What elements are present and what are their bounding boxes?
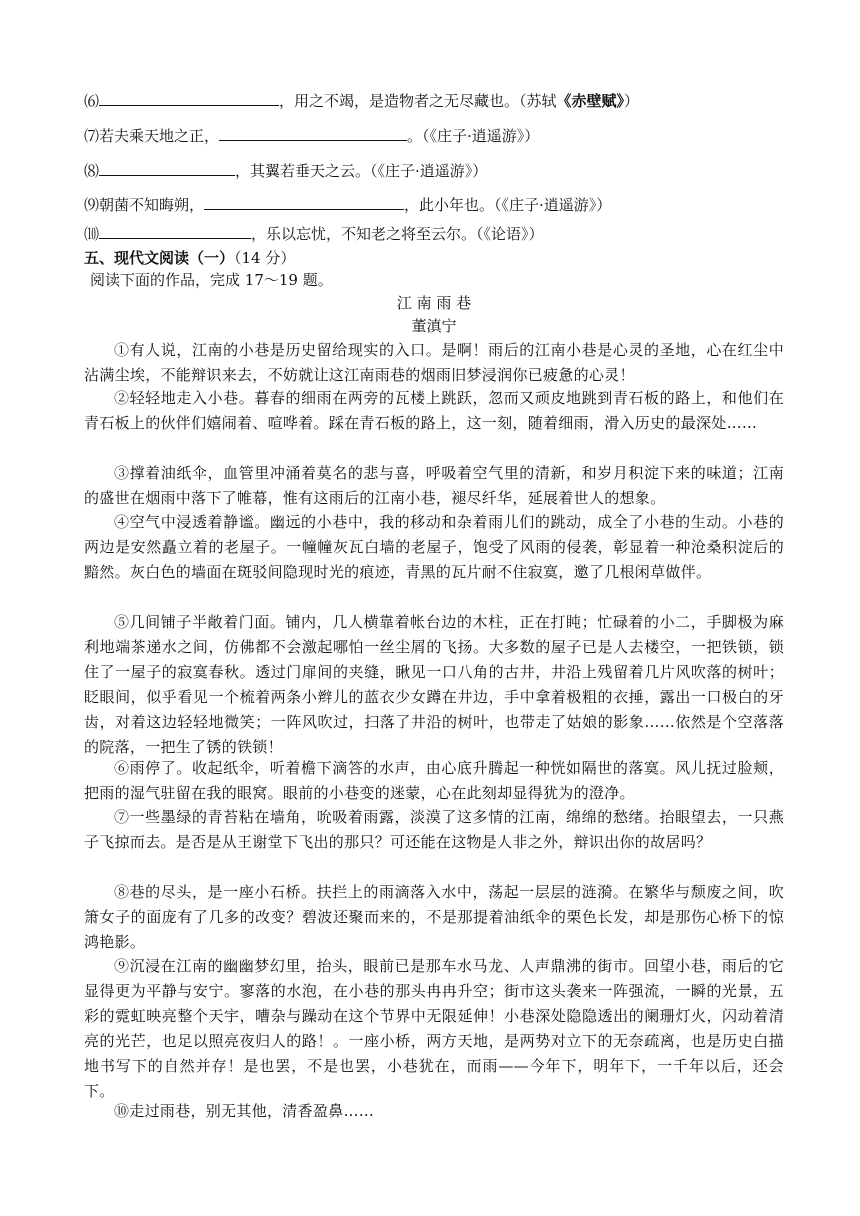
item-number: ⑽ — [84, 225, 100, 243]
fill-blank-10 — [84, 222, 544, 246]
fill-blank-8 — [84, 159, 487, 183]
article-paragraph-8: ⑧巷的尽头，是一座小石桥。扶拦上的雨滴落入水中，荡起一层层的涟漪。在繁华与颓废之间，吹箫女子的面庞有了几多的改变？碧波还聚而来的，不是那提着油纸伞的栗色长发，却是那伤心桥下的惊鸿艳影。 — [84, 883, 784, 951]
item-text: ，此小年也。（《庄子·逍遥游》） — [404, 196, 612, 214]
article-paragraph-1: ①有人说，江南的小巷是历史留给现实的入口。是啊！雨后的江南小巷是心灵的圣地，心在红尘中沾满尘埃，不能辩识来去，不妨就让这江南雨巷的烟雨旧梦浸润你已疲惫的心灵！ — [84, 341, 784, 384]
article-paragraph-5: ⑤几间铺子半敞着门面。铺内，几人横靠着帐台边的木柱，正在打盹；忙碌着的小二，手脚极为麻利地端茶递水之间，仿佛都不会激起哪怕一丝尘屑的飞扬。大多数的屋子已是人去楼空，一把铁锁，锁住了一屋子的寂寞春秋。透过门扉间的夹缝，瞅见一口八角的古井，井沿上残留着几片风吹落的树叶；眨眼间，似乎看见一个梳着两条小辫儿的蓝衣少女蹲在井边，手中拿着极粗的衣捶，露出一口极白的牙齿，对着这边轻轻地微笑；一阵风吹过，扫落了井沿的树叶，也带走了姑娘的影象……依然是个空落落的院落，一把生了锈的铁锁！ — [84, 613, 784, 756]
item-text: ，用之不竭，是造物者之无尽藏也。（苏轼 — [279, 92, 557, 110]
item-number: ⑹ — [84, 92, 100, 110]
item-number: ⑼ — [84, 196, 100, 214]
item-number: ⑻ — [84, 162, 100, 180]
item-text: ，乐以忘忧，不知老之将至云尔。（《论语》） — [251, 225, 544, 243]
article-paragraph-7: ⑦一些墨绿的青苔粘在墙角，吮吸着雨露，淡漠了这多情的江南，绵绵的愁绪。抬眼望去，一只燕子飞掠而去。是否是从王谢堂下飞出的那只？可还能在这物是人非之外，辩识出你的故居吗？ — [84, 808, 784, 851]
item-text-end: ） — [624, 92, 640, 110]
article-author: 董滇宁 — [411, 317, 457, 335]
answer-blank[interactable] — [219, 125, 407, 141]
article-paragraph-9: ⑨沉浸在江南的幽幽梦幻里，抬头，眼前已是那车水马龙、人声鼎沸的街市。回望小巷，雨后的它显得更为平静与安宁。寥落的水泡，在小巷的那头冉冉升空；街市这头袭来一阵强流，一瞬的光景，五彩的霓虹映亮整个天宇，嘈杂与躁动在这个节界中无限延伸！小巷深处隐隐透出的阑珊灯火，闪动着清亮的光芒，也足以照亮夜归人的路！。一座小桥，两方天地，是两势对立下的无奈疏离，也是历史白描地书写下的自然并存！是也罢，不是也罢，小巷犹在，而雨——今年下，明年下，一千年以后，还会下。 — [84, 957, 784, 1100]
section-instruction: 阅读下面的作品，完成 17～19 题。 — [90, 271, 333, 289]
item-text: 若夫乘天地之正， — [99, 127, 220, 145]
section-title: 五、现代文阅读（一） — [84, 249, 235, 267]
item-text: 。（《庄子·逍遥游》） — [407, 127, 540, 145]
article-paragraph-10: ⑩走过雨巷，别无其他，清香盈鼻…… — [114, 1102, 375, 1120]
answer-blank[interactable] — [99, 90, 279, 106]
fill-blank-9 — [84, 193, 611, 217]
item-text: 朝菌不知晦朔， — [99, 196, 205, 214]
article-paragraph-4: ④空气中浸透着静谧。幽远的小巷中，我的移动和杂着雨儿们的跳动，成全了小巷的生动。小巷的两边是安然矗立着的老屋子。一幢幢灰瓦白墙的老屋子，饱受了风雨的侵袭，彰显着一种沧桑积淀后的黯然。灰白色的墙面在斑驳间隐现时光的痕迹，青黑的瓦片耐不住寂寞，邀了几根闲草做伴。 — [84, 513, 784, 581]
work-title: 《赤壁赋》 — [556, 92, 625, 110]
article-paragraph-2: ②轻轻地走入小巷。暮春的细雨在两旁的瓦楼上跳跃，忽而又顽皮地跳到青石板的路上，和他们在青石板上的伙伴们嬉闹着、喧哗着。踩在青石板的路上，这一刻，随着细雨，滑入历史的最深处…… — [84, 389, 784, 432]
article-paragraph-3: ③撑着油纸伞，血管里冲涌着莫名的悲与喜，呼吸着空气里的清新，和岁月积淀下来的味道；江南的盛世在烟雨中落下了帷幕，惟有这雨后的江南小巷，褪尽纤华，延展着世人的想象。 — [84, 464, 784, 507]
section-heading — [84, 246, 784, 270]
item-number: ⑺ — [84, 127, 100, 145]
fill-blank-7 — [84, 124, 539, 148]
article-title: 江 南 雨 巷 — [396, 294, 472, 312]
article-paragraph-6: ⑥雨停了。收起纸伞，听着檐下滴答的水声，由心底升腾起一种恍如隔世的落寞。风儿抚过脸颊，把雨的湿气驻留在我的眼窝。眼前的小巷变的迷蒙，心在此刻却显得犹为的澄净。 — [84, 759, 784, 802]
answer-blank[interactable] — [99, 160, 235, 176]
section-score: （14 分） — [234, 249, 296, 267]
answer-blank[interactable] — [204, 194, 404, 210]
item-text: ，其翼若垂天之云。（《庄子·逍遥游》） — [235, 162, 488, 180]
answer-blank[interactable] — [99, 223, 251, 239]
fill-blank-6 — [84, 89, 639, 113]
